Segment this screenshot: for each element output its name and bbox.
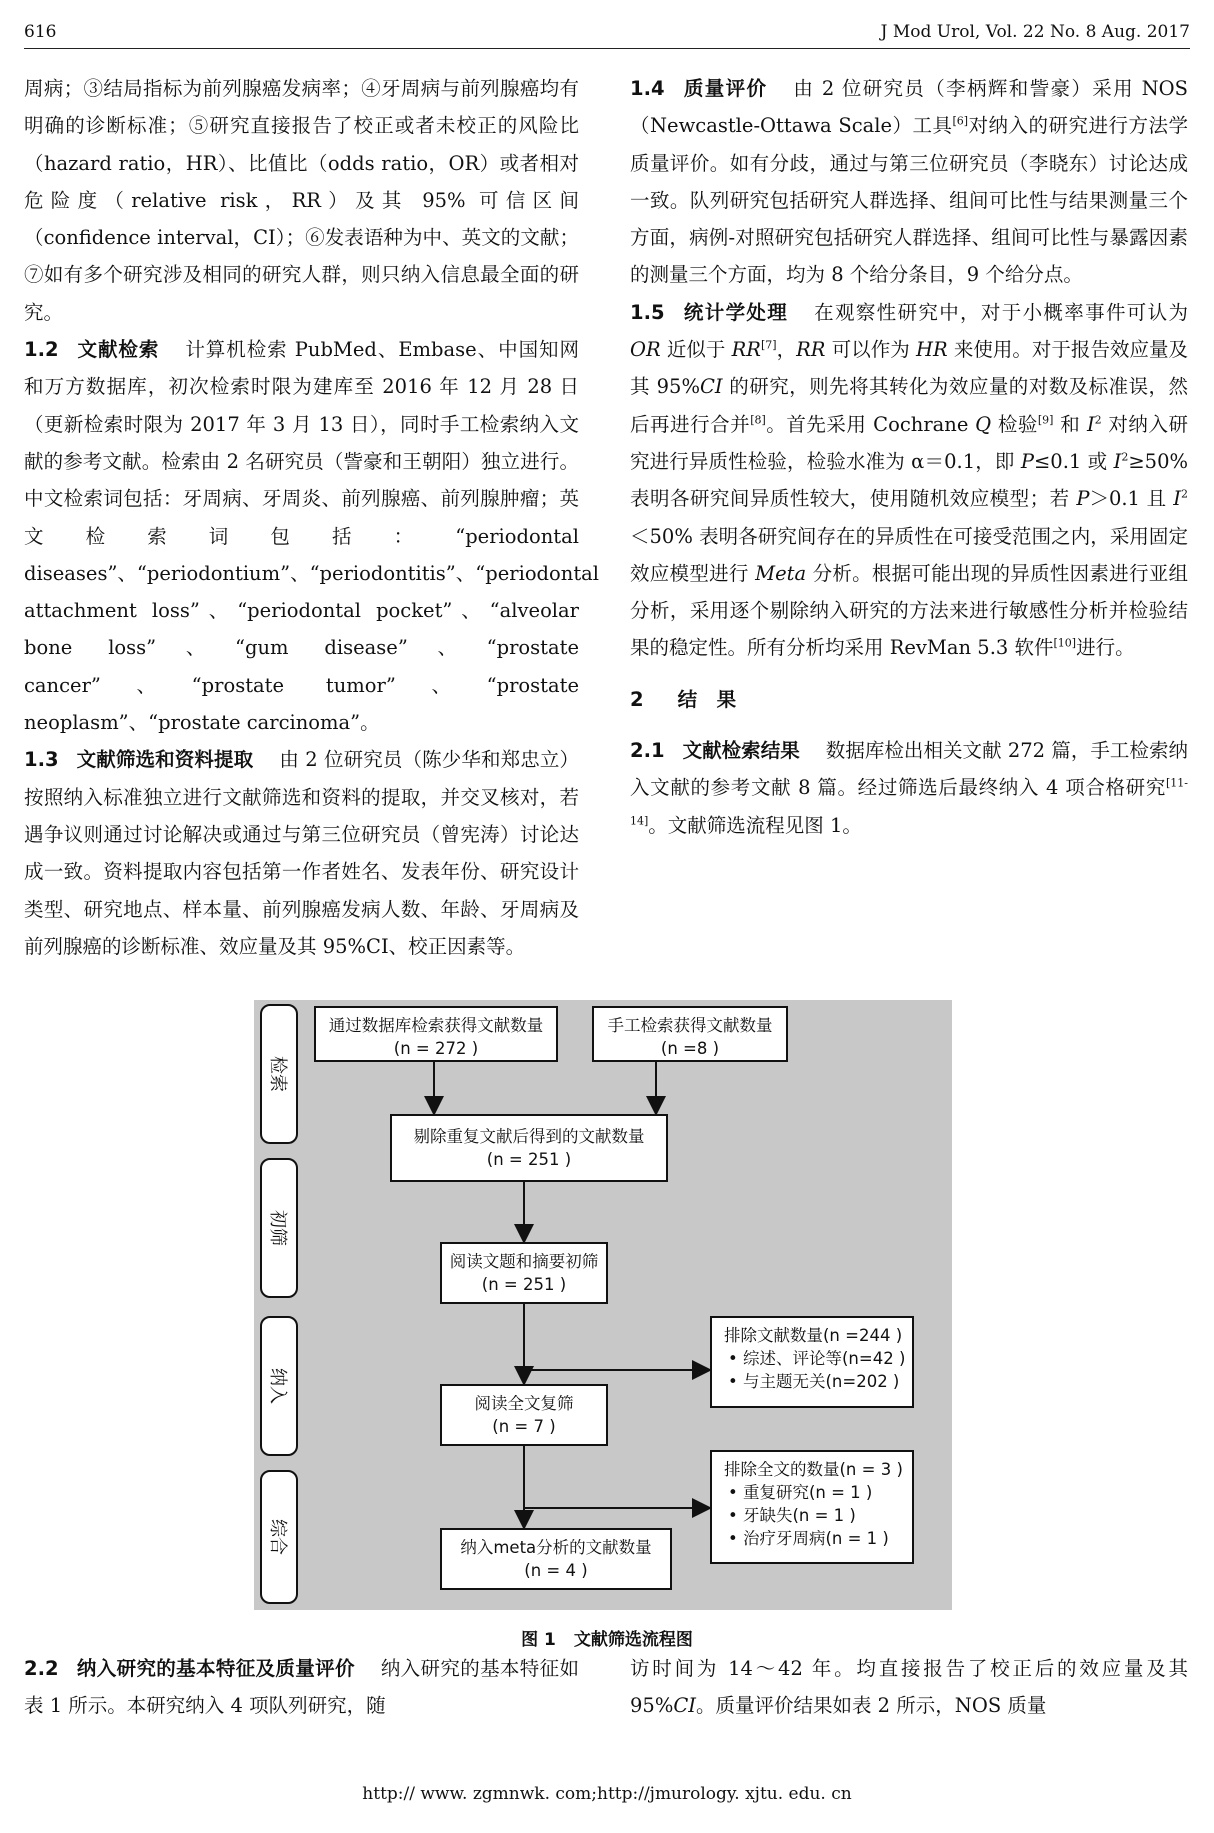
box-line: (n =8 ) (660, 1039, 720, 1058)
math-italic: Meta (755, 561, 807, 585)
section-text: 数据库检出相关文献 272 篇，手工检索纳入文献的参考文献 8 篇。经过筛选后最终纳入 4 项合格研究 (630, 739, 1188, 800)
box-line: 纳入meta分析的文献数量 (460, 1538, 652, 1557)
superscript: 2 (1181, 487, 1188, 501)
citation-ref: [9] (1037, 413, 1054, 427)
math-italic: I (1173, 487, 1181, 511)
text-run: 。质量评价结果如表 2 所示，NOS 质量 (695, 1694, 1047, 1718)
text-run: 和 (1053, 412, 1087, 436)
box-exclusion-fulltext (710, 1450, 914, 1564)
page-number: 616 (24, 22, 57, 42)
section-number: 2.1 (630, 739, 665, 763)
superscript: 2 (1121, 450, 1129, 464)
text-run: 。首先采用 Cochrane (765, 412, 976, 436)
box-line: (n = 251 ) (481, 1275, 567, 1294)
bottom-left-column (24, 1650, 579, 1725)
section-text: 。文献筛选流程见图 1。 (648, 813, 862, 837)
text-run: ， (776, 338, 797, 362)
section-number: 2.2 (24, 1657, 59, 1680)
section-number: 1.2 (24, 338, 59, 362)
citation-ref: [7] (761, 338, 777, 352)
figure-flowchart (254, 1000, 952, 1610)
section-text: 计算机检索 PubMed、Embase、中国知网和万方数据库，初次检索时限为建库至 2016 年 12 月 28 日（更新检索时限为 2017 年 3 月 13 日），同时手工检索纳入文献的参考文献。检索由 2 名研究员（訾豪和王朝阳）独立进行。中文检索词包括：牙周病、牙周炎、前列腺癌、前列腺肿瘤；英文检索词包括：“periodontal diseases”、“periodontium”、“periodontitis”、“periodontal attachment loss”、“periodontal pocket”、“alveolar bone loss”、“gum disease”、“prostate cancer”、“prostate tumor”、“prostate neoplasm”、“prostate carcinoma”。 (24, 338, 600, 735)
stage-label-screening (260, 1158, 298, 1298)
right-column (630, 70, 1188, 844)
figure-caption (0, 1625, 1214, 1650)
box-exclusion-records (710, 1316, 914, 1408)
section-title: 纳入研究的基本特征及质量评价 (76, 1657, 355, 1680)
page-footer-urls: http:// www. zgmnwk. com;http://jmurology. xjtu. edu. cn (362, 1784, 852, 1804)
section-title: 质量评价 (682, 77, 768, 100)
left-column (24, 70, 600, 965)
citation-ref: [8] (750, 413, 766, 427)
box-line: (n = 7 ) (492, 1417, 556, 1436)
section-1-5 (630, 294, 1188, 667)
stage-label-synthesis (260, 1470, 298, 1604)
section-number: 2 (630, 687, 644, 711)
math-italic: P (1020, 449, 1034, 473)
stage-text: 检索 (267, 1056, 288, 1092)
stage-label-inclusion (260, 1316, 298, 1456)
box-line: 剔除重复文献后得到的文献数量 (413, 1127, 645, 1146)
section-number: 1.5 (630, 300, 665, 324)
section-2-2-continued (630, 1650, 1188, 1725)
text-run: 来使用。对于报告效应量及其 95% (630, 338, 1188, 399)
section-2-1 (630, 732, 1188, 844)
section-text: 由 2 位研究员（陈少华和郑忠立）按照纳入标准独立进行文献筛选和资料的提取，并交叉核对，若遇争议则通过讨论解决或通过与第三位研究员（曾宪涛）讨论达成一致。资料提取内容包括第一作者姓名、发表年份、研究设计类型、研究地点、样本量、前列腺癌发病人数、年龄、牙周病及前列腺癌的诊断标准、效应量及其 95%CI、校正因素等。 (24, 748, 579, 958)
section-number: 1.3 (24, 748, 59, 772)
math-italic: I (1086, 412, 1095, 436)
bullet-item: • 综述、评论等(n=42 ) (728, 1349, 906, 1368)
text-run: 检验 (991, 412, 1038, 436)
text-run: 分析。根据可能出现的异质性因素进行亚组分析，采用逐个剔除纳入研究的方法来进行敏感性分析并检验结果的稳定性。所有分析均采用 RevMan 5.3 软件 (630, 561, 1188, 660)
text-run: ＞0.1 且 (1089, 487, 1174, 511)
section-1-3 (24, 741, 579, 965)
bullet-item: • 治疗牙周病(n = 1 ) (728, 1529, 889, 1548)
section-2-heading (630, 681, 1188, 718)
citation-ref: [10] (1053, 636, 1077, 650)
section-1-2 (24, 331, 600, 741)
section-title: 文献检索 (76, 338, 160, 362)
text-run: 访时间为 14～42 年。均直接报告了校正后的效应量及其 95% (630, 1657, 1188, 1718)
box-manual-search (592, 1006, 788, 1062)
box-line: 阅读全文复筛 (474, 1394, 574, 1413)
section-title: 结 果 (677, 687, 737, 711)
box-line: 排除文献数量(n =244 ) (724, 1326, 903, 1345)
journal-citation: J Mod Urol, Vol. 22 No. 8 Aug. 2017 (880, 22, 1190, 42)
box-line: (n = 4 ) (524, 1561, 588, 1580)
text-run: 在观察性研究中，对于小概率事件可认为 (814, 300, 1188, 324)
text-run: ≥50% 表明各研究间异质性较大，使用随机效应模型；若 (630, 449, 1189, 511)
box-line: 手工检索获得文献数量 (607, 1016, 773, 1035)
text-run: ＜50% 表明各研究间存在的异质性在可接受范围之内，采用固定效应模型进行 (630, 524, 1188, 585)
math-italic: I (1113, 449, 1122, 473)
text-run: 对纳入研究进行异质性检验，检验水准为 α＝0.1，即 (630, 412, 1188, 473)
stage-text: 初筛 (267, 1210, 288, 1246)
text-run: 进行。 (1076, 636, 1135, 660)
section-text: 对纳入的研究进行方法学质量评价。如有分歧，通过与第三位研究员（李晓东）讨论达成一致。队列研究包括研究人群选择、组间可比性与结果测量三个方面，病例-对照研究包括研究人群选择、组间可比性与暴露因素的测量三个方面，均为 8 个给分条目，9 个给分点。 (630, 114, 1188, 287)
paragraph-criteria: 周病；③结局指标为前列腺癌发病率；④牙周病与前列腺癌均有明确的诊断标准；⑤研究直接报告了校正或者未校正的风险比（hazard ratio，HR）、比值比（odds ratio，OR）或者相对危险度（relative risk，RR）及其 95% 可信区间（confidence interval，CI）；⑥发表语种为中、英文的文献；⑦如有多个研究涉及相同的研究人群，则只纳入信息最全面的研究。 (24, 77, 579, 324)
section-2-2 (24, 1650, 579, 1725)
math-italic: HR (915, 338, 948, 362)
math-italic: P (1076, 487, 1090, 511)
section-title: 文献检索结果 (682, 739, 800, 763)
section-title: 统计学处理 (682, 300, 789, 324)
box-line: 通过数据库检索获得文献数量 (328, 1016, 544, 1035)
box-database-search (314, 1006, 558, 1062)
bullet-item: • 重复研究(n = 1 ) (728, 1483, 873, 1502)
bottom-right-column (630, 1650, 1188, 1725)
box-line: (n = 272 ) (393, 1039, 479, 1058)
citation-ref: [6] (952, 114, 969, 128)
math-italic: RR (796, 338, 826, 362)
section-number: 1.4 (630, 77, 665, 100)
math-italic: CI (699, 375, 723, 399)
section-text: 纳入研究的基本特征如表 1 所示。本研究纳入 4 项队列研究，随 (24, 1657, 579, 1718)
running-header (24, 20, 1190, 49)
caption-number: 图 1 (521, 1630, 556, 1650)
math-italic: Q (975, 412, 992, 436)
stage-text: 纳入 (267, 1368, 288, 1404)
superscript: 2 (1094, 413, 1102, 427)
box-title-abstract (440, 1242, 608, 1304)
citation-ref: [11-14] (630, 776, 1188, 828)
math-italic: CI (673, 1694, 696, 1718)
math-italic: RR (731, 338, 761, 362)
box-line: (n = 251 ) (486, 1150, 572, 1169)
box-fulltext (440, 1384, 608, 1446)
text-run: ≤0.1 或 (1033, 449, 1114, 473)
text-run: 近似于 (660, 338, 732, 362)
stage-text: 综合 (267, 1519, 288, 1555)
math-italic: OR (630, 338, 661, 362)
box-line: 排除全文的数量(n = 3 ) (724, 1460, 903, 1479)
text-run: 的研究，则先将其转化为效应量的对数及标准误，然后再进行合并 (630, 375, 1189, 436)
stage-label-search (260, 1004, 298, 1144)
section-1-4 (630, 70, 1188, 294)
box-deduplicated (390, 1114, 668, 1182)
text-run: 可以作为 (825, 338, 916, 362)
caption-text: 文献筛选流程图 (573, 1630, 693, 1650)
section-title: 文献筛选和资料提取 (76, 748, 254, 772)
bullet-item: • 牙缺失(n = 1 ) (728, 1506, 856, 1525)
section-text: 由 2 位研究员（李柄辉和訾豪）采用 NOS（Newcastle-Ottawa Scale）工具 (630, 77, 1188, 138)
box-final-included (440, 1528, 672, 1590)
box-line: 阅读文题和摘要初筛 (449, 1252, 599, 1271)
bullet-item: • 与主题无关(n=202 ) (728, 1372, 900, 1391)
